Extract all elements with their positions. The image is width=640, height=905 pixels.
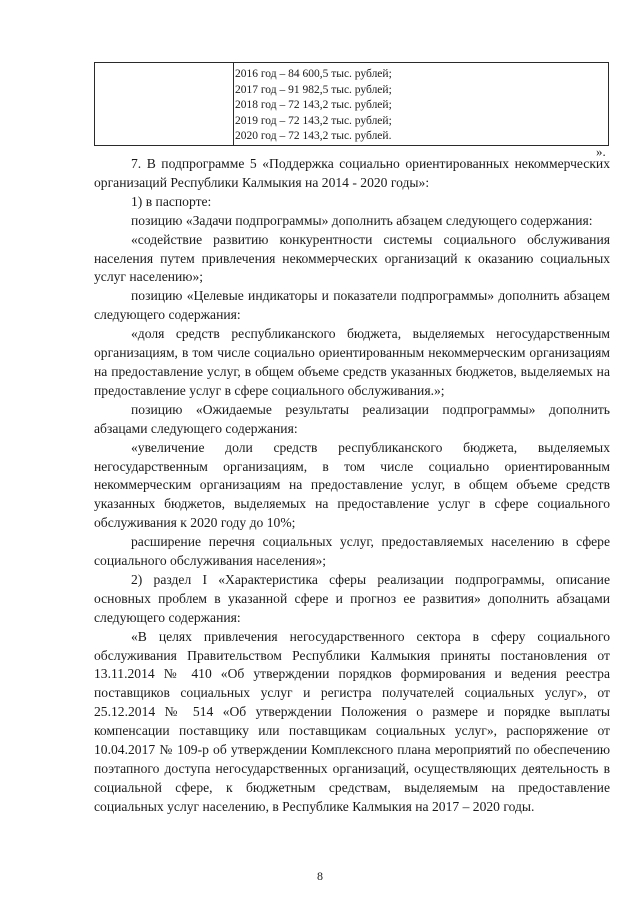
table-column-divider <box>233 63 234 145</box>
paragraph-results-position: позицию «Ожидаемые результаты реализации подпрограммы» дополнить абзацами следующего содержания: <box>94 401 610 436</box>
paragraph-passport: 1) в паспорте: <box>131 193 212 209</box>
table-row-2017: 2017 год – 91 982,5 тыс. рублей; <box>235 83 392 96</box>
table-cell-amounts <box>235 67 392 145</box>
table-row-2018: 2018 год – 72 143,2 тыс. рублей; <box>235 99 392 112</box>
table-row-2016: 2016 год – 84 600,5 тыс. рублей; <box>235 68 392 80</box>
paragraph-subprogram-5: 7. В подпрограмме 5 «Поддержка социально ориентированных некоммерческих организаций Республики Калмыкия на 2014 - 2020 годы»: <box>94 156 610 190</box>
budget-table <box>94 62 609 146</box>
paragraph-indicators-position: позицию «Целевые индикаторы и показатели подпрограммы» дополнить абзацем следующего содержания: <box>94 288 610 323</box>
table-row-2020: 2020 год – 72 143,2 тыс. рублей. <box>235 130 392 143</box>
page-number: 8 <box>317 869 323 883</box>
paragraph-section-1-text: «В целях привлечения негосударственного сектора в сферу социального обслуживания Правительством Республики Калмыкия приняты постановления от 13.11.2014 № 410 «Об утверждении порядков формирования и ведения реестра поставщиков социальных услуг и регистра получателей социальных услуг», от 25.12.2014 № 514 «Об утверждении Положения о размере и порядке выплаты компенсации поставщику или поставщикам социальных услуг», распоряжение от 10.04.2017 № 109-р об утверждении Комплексного плана мероприятий по обеспечению поэтапного доступа негосударственных организаций, осуществляющих деятельность в социальной сфере, к бюджетным средствам, выделяемым на предоставление социальных услуг населению, в Республике Калмыкия на 2017 – 2020 годы. <box>94 628 610 814</box>
paragraph-indicators-text: «доля средств республиканского бюджета, выделяемых негосударственным организациям, в том числе социально ориентированным некоммерческим организациям на предоставление услуг, в общем объеме средств указанных бюджетов, выделяемых на предоставление услуг в сфере социального обслуживания.»; <box>94 326 610 398</box>
table-row-2019: 2019 год – 72 143,2 тыс. рублей; <box>235 114 392 127</box>
paragraph-results-text-1: «увеличение доли средств республиканского бюджета, выделяемых негосударственным организациям, в том числе социально ориентированным некоммерческим организациям на предоставление услуг, в общем объеме средств указанных бюджетов, выделяемых на предоставление услуг в сфере социального обслуживания к 2020 году до 10%; <box>94 439 610 531</box>
paragraph-tasks-text: «содействие развитию конкурентности системы социального обслуживания населения путем привлечения некоммерческих организаций к оказанию социальных услуг населению»; <box>94 231 610 285</box>
paragraph-tasks-position: позицию «Задачи подпрограммы» дополнить абзацем следующего содержания: <box>131 212 593 228</box>
document-body <box>94 155 610 817</box>
paragraph-section-1: 2) раздел I «Характеристика сферы реализации подпрограммы, описание основных проблем в указанной сфере и прогноз ее развития» дополнить абзацами следующего содержания: <box>94 571 610 625</box>
closing-quote: ». <box>596 144 606 159</box>
paragraph-results-text-2: расширение перечня социальных услуг, предоставляемых населению в сфере социального обслуживания населения»; <box>94 534 610 569</box>
